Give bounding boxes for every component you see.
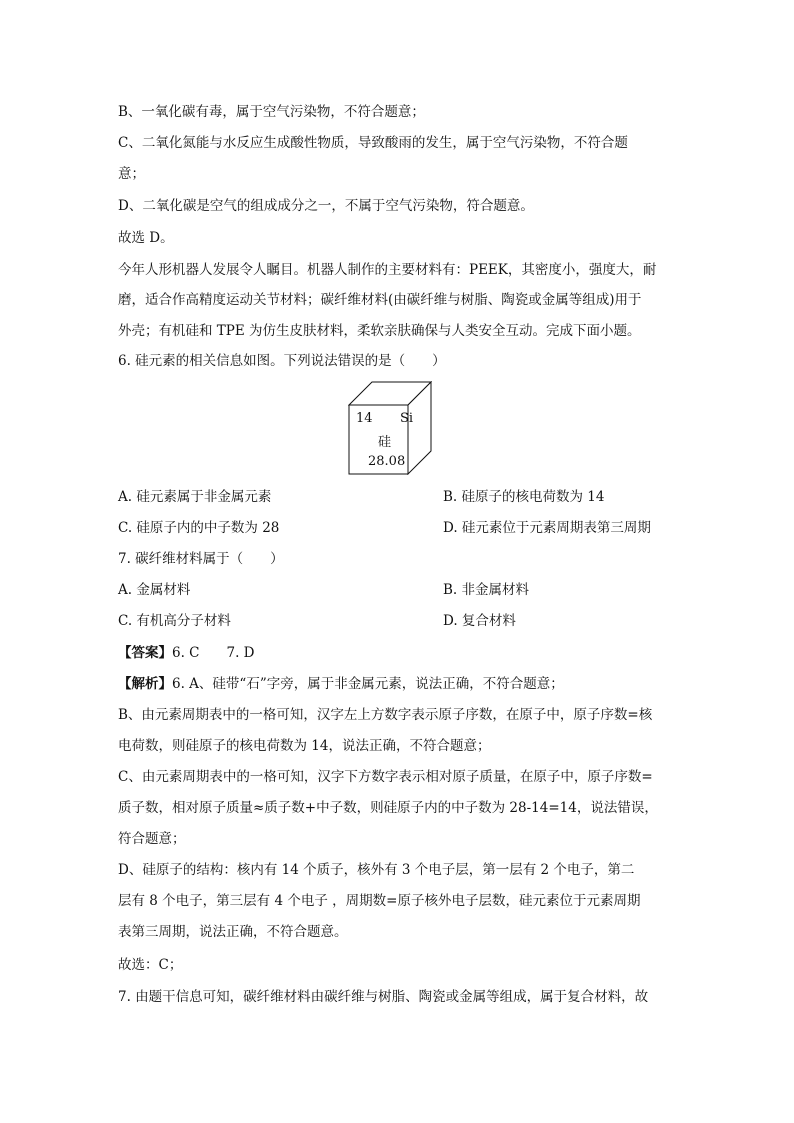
question-7-stem: 7. 碳纤维材料属于（ ） <box>118 551 284 567</box>
analysis-option-c-line2: 质子数，相对原子质量≈质子数+中子数，则硅原子内的中子数为 28-14=14，说法错误， <box>118 800 658 816</box>
prev-choice: 故选 D。 <box>118 230 174 246</box>
analysis-option-b-line1: B、由元素周期表中的一格可知，汉字左上方数字表示原子序数，在原子中，原子序数=核 <box>118 707 653 723</box>
intro-line-1: 今年人形机器人发展令人瞩目。机器人制作的主要材料有：PEEK，其密度小，强度大，耐 <box>118 262 657 278</box>
question-6-option-d: D. 硅元素位于元素周期表第三周期 <box>443 520 651 536</box>
question-6-option-b: B. 硅原子的核电荷数为 14 <box>443 489 605 505</box>
element-atomic-number: 14 <box>356 411 373 426</box>
prev-option-c-line2: 意； <box>118 166 145 182</box>
analysis-option-d-line2: 层有 8 个电子，第三层有 4 个电子 ，周期数=原子核外电子层数，硅元素位于元素周期 <box>118 893 641 909</box>
prev-option-d: D、二氧化碳是空气的组成成分之一，不属于空气污染物，符合题意。 <box>118 198 534 214</box>
intro-line-2: 磨，适合作高精度运动关节材料；碳纤维材料(由碳纤维与树脂、陶瓷或金属等组成)用于 <box>118 292 642 308</box>
question-6-option-c: C. 硅原子内的中子数为 28 <box>118 520 280 536</box>
prev-option-b: B、一氧化碳有毒，属于空气污染物，不符合题意； <box>118 104 425 120</box>
answer-text: 6. C 7. D <box>172 645 255 661</box>
analysis-option-d-line3: 表第三周期，说法正确，不符合题意。 <box>118 924 348 940</box>
question-7-option-c: C. 有机高分子材料 <box>118 613 231 629</box>
intro-line-3: 外壳；有机硅和 TPE 为仿生皮肤材料，柔软亲肤确保与人类安全互动。完成下面小题。 <box>118 323 641 339</box>
question-7-option-a: A. 金属材料 <box>118 582 191 598</box>
question-6-stem: 6. 硅元素的相关信息如图。下列说法错误的是（ ） <box>118 353 446 369</box>
question-7-option-d: D. 复合材料 <box>443 613 516 629</box>
analysis-option-a: 6. A、硅带“石”字旁，属于非金属元素，说法正确，不符合题意； <box>172 676 564 692</box>
answer-line <box>118 643 255 663</box>
question-7-option-b: B. 非金属材料 <box>443 582 530 598</box>
analysis-choice: 故选：C； <box>118 957 183 973</box>
element-name: 硅 <box>378 435 392 450</box>
prev-option-c-line1: C、二氧化氮能与水反应生成酸性物质，导致酸雨的发生，属于空气污染物，不符合题 <box>118 135 628 151</box>
element-symbol: Si <box>400 411 414 426</box>
element-atomic-mass: 28.08 <box>368 454 406 469</box>
analysis-option-c-line1: C、由元素周期表中的一格可知，汉字下方数字表示相对原子质量，在原子中，原子序数= <box>118 769 653 785</box>
analysis-option-b-line2: 电荷数，则硅原子的核电荷数为 14，说法正确，不符合题意； <box>118 738 491 754</box>
answer-label: 【答案】 <box>118 645 172 661</box>
analysis-option-d-line1: D、硅原子的结构：核内有 14 个质子，核外有 3 个电子层，第一层有 2 个电子，第二 <box>118 862 635 878</box>
question-6-option-a: A. 硅元素属于非金属元素 <box>118 489 272 505</box>
element-tile-silicon <box>348 381 432 475</box>
analysis-option-c-line3: 符合题意； <box>118 831 186 847</box>
analysis-question-7: 7. 由题干信息可知，碳纤维材料由碳纤维与树脂、陶瓷或金属等组成，属于复合材料，故 <box>118 989 649 1005</box>
analysis-label: 【解析】 <box>118 676 172 692</box>
